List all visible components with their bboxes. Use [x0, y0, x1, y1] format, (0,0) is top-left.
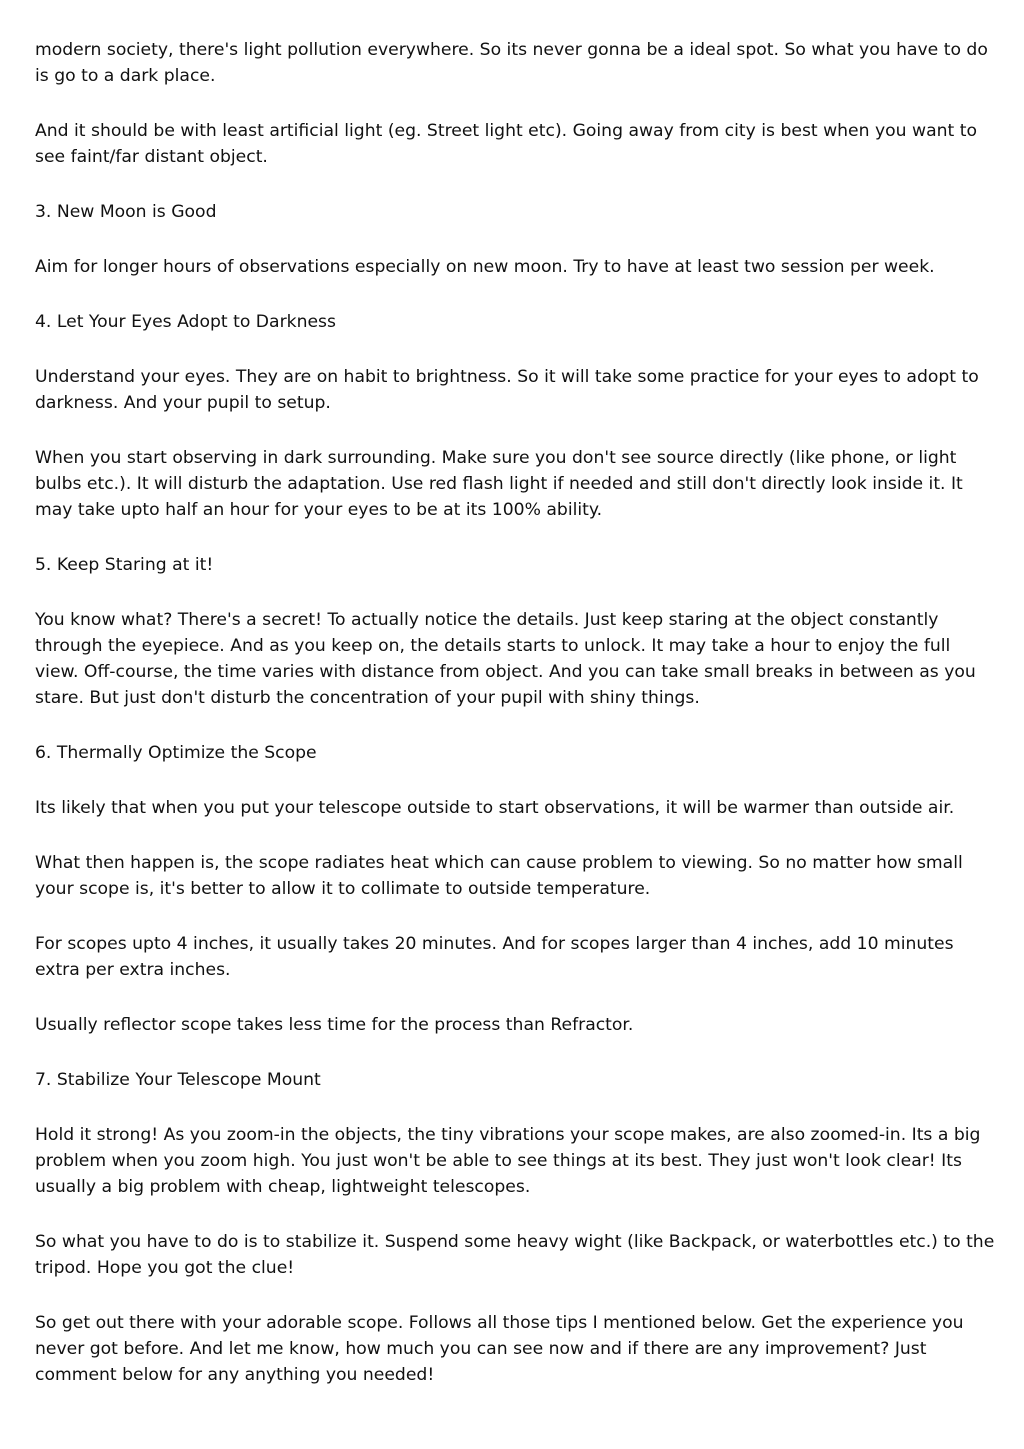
paragraph: Hold it strong! As you zoom-in the objects, the tiny vibrations your scope makes, are also zoomed-in. Its a big problem when you zoom high. You just won't be able to see things at its best. They just won't look clear! Its usually a big problem with cheap, lightweight telescopes. [35, 1125, 981, 1197]
paragraph: What then happen is, the scope radiates heat which can cause problem to viewing. So no matter how small your scope is, it's better to allow it to collimate to outside temperature. [35, 853, 963, 899]
section-heading: 5. Keep Staring at it! [35, 555, 214, 575]
section-heading: 6. Thermally Optimize the Scope [35, 743, 317, 763]
paragraph: For scopes upto 4 inches, it usually takes 20 minutes. And for scopes larger than 4 inches, add 10 minutes extra per extra inches. [35, 934, 954, 980]
paragraph: Its likely that when you put your telescope outside to start observations, it will be warmer than outside air. [35, 798, 955, 818]
section-heading: 7. Stabilize Your Telescope Mount [35, 1070, 321, 1090]
section-heading: 4. Let Your Eyes Adopt to Darkness [35, 312, 336, 332]
paragraph: Usually reflector scope takes less time for the process than Refractor. [35, 1015, 634, 1035]
section-heading: 3. New Moon is Good [35, 202, 217, 222]
paragraph: So get out there with your adorable scope. Follows all those tips I mentioned below. Get the experience you never got before. And let me know, how much you can see now and if there are any improvement? Just comment below for any anything you needed! [35, 1313, 964, 1385]
paragraph: You know what? There's a secret! To actually notice the details. Just keep staring at the object constantly through the eyepiece. And as you keep on, the details starts to unlock. It may take a hour to enjoy the full view. Off-course, the time varies with distance from object. And you can take small breaks in between as you stare. But just don't disturb the concentration of your pupil with shiny things. [35, 610, 976, 708]
paragraph: When you start observing in dark surrounding. Make sure you don't see source directly (like phone, or light bulbs etc.). It will disturb the adaptation. Use red flash light if needed and still don't directly look inside it. It may take upto half an hour for your eyes to be at its 100% ability. [35, 448, 963, 520]
paragraph: modern society, there's light pollution everywhere. So its never gonna be a ideal spot. So what you have to do is go to a dark place. [35, 40, 988, 86]
paragraph: Understand your eyes. They are on habit to brightness. So it will take some practice for your eyes to adopt to darkness. And your pupil to setup. [35, 367, 979, 413]
paragraph: Aim for longer hours of observations especially on new moon. Try to have at least two session per week. [35, 257, 935, 277]
paragraph: So what you have to do is to stabilize it. Suspend some heavy wight (like Backpack, or waterbottles etc.) to the tripod. Hope you got the clue! [35, 1232, 995, 1278]
paragraph: And it should be with least artificial light (eg. Street light etc). Going away from city is best when you want to see faint/far distant object. [35, 121, 977, 167]
document-body [35, 37, 995, 1417]
